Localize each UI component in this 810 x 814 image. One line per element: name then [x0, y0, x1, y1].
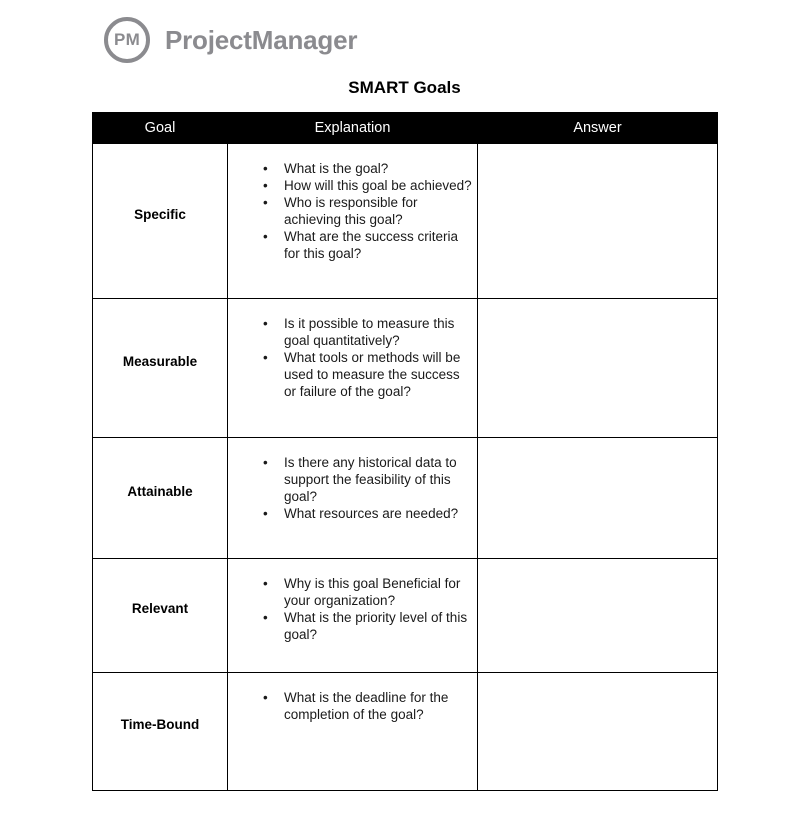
- smart-goals-table: [92, 112, 718, 791]
- table-body: [93, 144, 718, 791]
- question-item: • What are the success criteria for this goal?: [228, 228, 475, 262]
- question-item: • Who is responsible for achieving this goal?: [228, 194, 475, 228]
- column-header-goal: Goal: [93, 113, 228, 144]
- explanation-cell: [228, 299, 478, 438]
- pm-monogram-text: PM: [113, 30, 141, 49]
- explanation-cell: [228, 673, 478, 791]
- goal-cell: Attainable: [93, 438, 228, 559]
- projectmanager-logo: [104, 17, 357, 63]
- question-item: • What is the deadline for the completion of the goal?: [228, 689, 475, 723]
- explanation-cell: [228, 438, 478, 559]
- question-item: • Is there any historical data to support the feasibility of this goal?: [228, 454, 475, 505]
- answer-cell[interactable]: [478, 144, 718, 299]
- answer-cell[interactable]: [478, 438, 718, 559]
- page-title: SMART Goals: [348, 78, 461, 97]
- question-list: [228, 454, 475, 522]
- goal-cell: Relevant: [93, 559, 228, 673]
- header-row: [93, 113, 718, 144]
- answer-cell[interactable]: [478, 673, 718, 791]
- explanation-cell: [228, 144, 478, 299]
- goal-cell: Measurable: [93, 299, 228, 438]
- goal-cell: Specific: [93, 144, 228, 299]
- table-row: [93, 144, 718, 299]
- question-item: • Why is this goal Beneficial for your organization?: [228, 575, 475, 609]
- question-item: • What resources are needed?: [228, 505, 475, 522]
- question-item: • Is it possible to measure this goal quantitatively?: [228, 315, 475, 349]
- question-item: • What tools or methods will be used to measure the success or failure of the goal?: [228, 349, 475, 400]
- question-list: [228, 160, 475, 262]
- explanation-cell: [228, 559, 478, 673]
- question-item: • What is the goal?: [228, 160, 475, 177]
- answer-cell[interactable]: [478, 559, 718, 673]
- table-header: [93, 113, 718, 144]
- table-row: [93, 299, 718, 438]
- question-list: [228, 315, 475, 400]
- question-list: [228, 689, 475, 723]
- question-item: • How will this goal be achieved?: [228, 177, 475, 194]
- goal-cell: Time-Bound: [93, 673, 228, 791]
- column-header-answer: Answer: [478, 113, 718, 144]
- table-row: [93, 559, 718, 673]
- column-header-explanation: Explanation: [228, 113, 478, 144]
- question-item: • What is the priority level of this goal?: [228, 609, 475, 643]
- pm-monogram-icon: [104, 17, 150, 63]
- table-row: [93, 438, 718, 559]
- table-row: [93, 673, 718, 791]
- question-list: [228, 575, 475, 643]
- logo-wordmark: ProjectManager: [165, 24, 358, 55]
- answer-cell[interactable]: [478, 299, 718, 438]
